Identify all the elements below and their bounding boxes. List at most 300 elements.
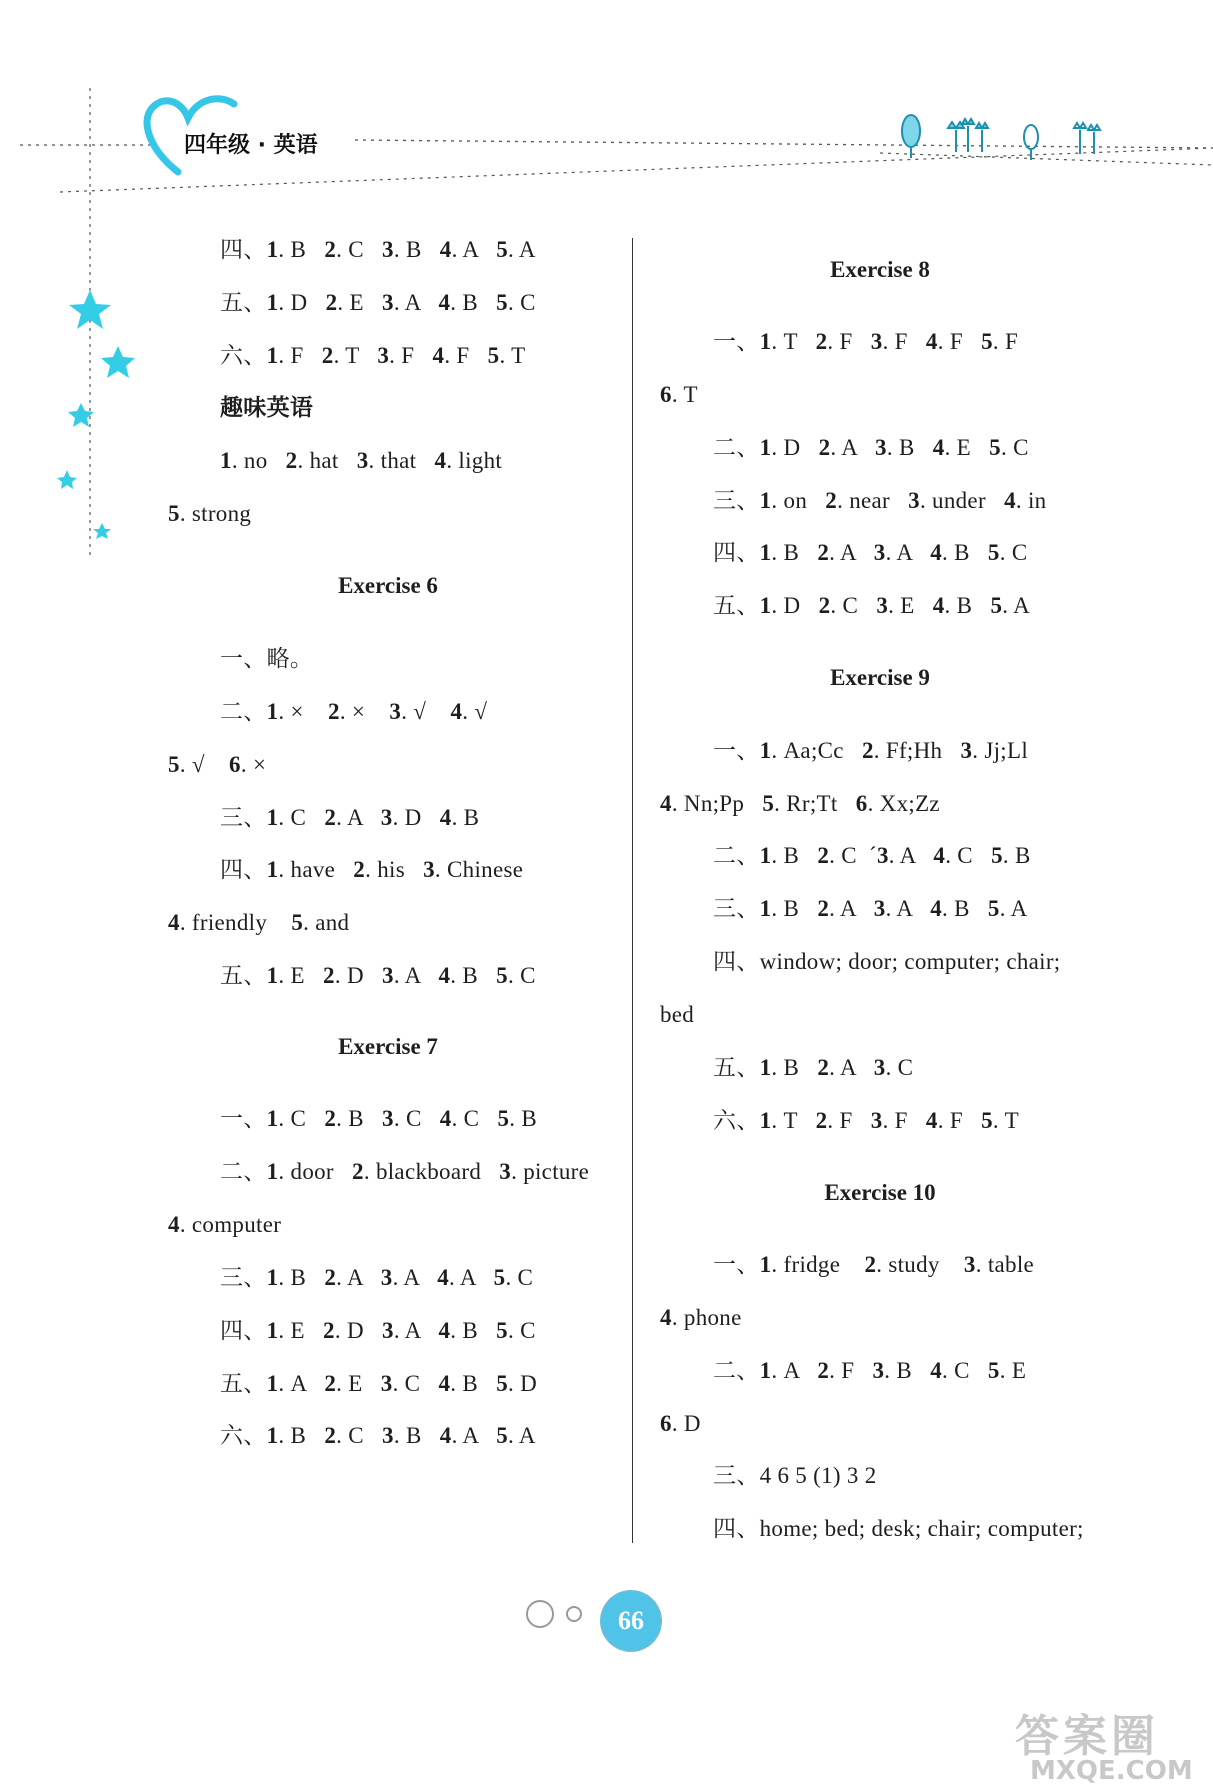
answer-number: 3: [382, 1106, 394, 1131]
answer-text: . C: [393, 1106, 440, 1131]
answer-text: . √: [179, 752, 230, 777]
answer-number: 1: [759, 843, 772, 868]
answer-line: [220, 1422, 536, 1450]
answer-number: 3: [870, 329, 883, 354]
answer-line: [713, 592, 1030, 620]
answer-number: 1: [759, 1108, 772, 1133]
answer-text: . Xx;Zz: [867, 791, 940, 816]
answer-number: 4: [932, 593, 945, 618]
answer-number: 3: [876, 843, 889, 868]
answer-text: . F: [882, 1108, 926, 1133]
answer-text: . B: [944, 593, 991, 618]
answer-text: . E: [278, 963, 324, 988]
exercise-title: Exercise 10: [824, 1180, 936, 1205]
answer-number: 4: [439, 805, 452, 830]
answer-text: 三、4 6 5 (1) 3 2: [713, 1463, 877, 1488]
answer-text: . Aa;Cc: [771, 738, 862, 763]
star-icon: [69, 290, 111, 329]
answer-number: 6: [229, 752, 241, 777]
answer-text: . C: [336, 1423, 383, 1448]
answer-number: 2: [352, 1159, 364, 1184]
answer-text: . D: [334, 1318, 383, 1343]
answer-number: 5: [496, 963, 508, 988]
answer-number: 2: [324, 1265, 337, 1290]
answer-text: . fridge: [771, 1252, 865, 1277]
answer-number: 1: [759, 329, 772, 354]
answer-text: . A: [451, 1423, 497, 1448]
answer-line: [713, 1054, 913, 1082]
answer-text: . T: [771, 329, 816, 354]
answer-number: 2: [825, 488, 838, 513]
answer-number: 1: [759, 896, 772, 921]
answer-text: . and: [303, 910, 350, 935]
answer-number: 趣味英语: [220, 395, 314, 420]
answer-number: 5: [987, 896, 1000, 921]
answer-number: 2: [817, 896, 830, 921]
answer-text: 三、: [220, 1265, 267, 1290]
answer-number: 2: [817, 1358, 830, 1383]
answer-line: [713, 1251, 1034, 1279]
answer-number: 3: [873, 540, 886, 565]
answer-text: . B: [278, 1265, 325, 1290]
answer-number: 2: [818, 593, 831, 618]
answer-number: 5: [981, 1108, 993, 1133]
answer-number: 4: [168, 910, 180, 935]
answer-number: 2: [818, 435, 831, 460]
answer-text: . A: [336, 805, 381, 830]
answer-number: 4: [450, 699, 463, 724]
answer-number: 1: [266, 290, 279, 315]
answer-text: . strong: [179, 501, 252, 526]
exercise-title: Exercise 9: [830, 665, 930, 690]
tree-icon: [902, 115, 920, 158]
answer-text: . B: [450, 1318, 497, 1343]
answer-number: 5: [168, 752, 180, 777]
answer-text: . E: [944, 435, 990, 460]
answer-number: 1: [266, 1423, 279, 1448]
answer-text: . A: [829, 1055, 874, 1080]
answer-number: 4: [434, 448, 447, 473]
answer-text: . A: [829, 540, 874, 565]
answer-number: 3: [870, 1108, 883, 1133]
answer-number: 2: [861, 738, 874, 763]
answer-text: 四、window; door; computer; chair;: [713, 949, 1061, 974]
answer-text: 五、: [220, 290, 267, 315]
star-icon: [57, 470, 77, 489]
answer-text: . B: [771, 540, 818, 565]
answer-text: . B: [393, 237, 440, 262]
page-number: 66: [600, 1590, 662, 1652]
tulips-icon: [948, 119, 988, 152]
answer-line: [220, 856, 523, 884]
answer-number: 1: [266, 1318, 279, 1343]
answer-number: 5: [981, 329, 993, 354]
answer-number: 1: [266, 857, 279, 882]
answer-number: 4: [439, 1106, 452, 1131]
answer-number: 5: [990, 593, 1003, 618]
answer-text: . D: [392, 805, 440, 830]
answer-text: 四、: [220, 237, 267, 262]
answer-number: 1: [266, 237, 279, 262]
answer-text: . ×: [339, 699, 390, 724]
answer-text: 五、: [220, 963, 267, 988]
answer-text: . C: [507, 290, 536, 315]
answer-number: 4: [660, 791, 672, 816]
answer-number: 6: [660, 382, 672, 407]
answer-text: 一、: [713, 1252, 760, 1277]
answer-text: . picture: [511, 1159, 590, 1184]
answer-text: . T: [333, 343, 378, 368]
answer-number: 4: [930, 1358, 943, 1383]
answer-text: . T: [671, 382, 698, 407]
answer-line: [220, 645, 313, 673]
answer-text: . C: [507, 963, 536, 988]
answer-text: . F: [937, 1108, 982, 1133]
answer-number: 3: [960, 738, 973, 763]
answer-number: 2: [324, 237, 337, 262]
answer-number: 5: [291, 910, 304, 935]
answer-text: 六、: [220, 1423, 267, 1448]
answer-number: 2: [323, 1318, 335, 1343]
answer-number: 4: [438, 290, 451, 315]
answer-number: 2: [817, 843, 830, 868]
answer-text: 三、: [713, 896, 760, 921]
answer-number: 1: [266, 1265, 279, 1290]
exercise-title: Exercise 6: [338, 573, 438, 598]
answer-number: 1: [266, 1106, 279, 1131]
answer-line: [168, 500, 251, 528]
answer-text: . F: [992, 329, 1019, 354]
answer-number: 1: [759, 593, 772, 618]
answer-text: . C: [945, 843, 992, 868]
answer-number: 2: [815, 329, 828, 354]
answer-line: [220, 1158, 589, 1186]
answer-number: 1: [759, 1252, 772, 1277]
answer-number: 3: [873, 896, 886, 921]
answer-text: . A: [393, 290, 439, 315]
answer-text: . F: [937, 329, 982, 354]
answer-text: . Chinese: [434, 857, 524, 882]
answer-text: . C: [830, 593, 877, 618]
answer-number: 3: [382, 1318, 394, 1343]
answer-number: 4: [439, 1423, 452, 1448]
answer-line: [713, 1515, 1084, 1543]
answer-number: 3: [876, 593, 889, 618]
answer-number: 5: [987, 1358, 1000, 1383]
answer-text: . D: [771, 435, 819, 460]
answer-number: 3: [908, 488, 920, 513]
answer-text: . A: [393, 963, 439, 988]
answer-text: . C: [451, 1106, 498, 1131]
answer-number: 2: [285, 448, 298, 473]
answer-number: 2: [325, 290, 338, 315]
answer-number: 5: [496, 290, 508, 315]
answer-text: . phone: [671, 1305, 742, 1330]
answer-number: 2: [328, 699, 340, 724]
answer-text: . A: [885, 540, 931, 565]
answer-number: 5: [487, 343, 500, 368]
answer-text: . √: [401, 699, 451, 724]
answer-number: 2: [817, 1055, 830, 1080]
answer-text: . A: [830, 435, 876, 460]
answer-text: 一、略。: [220, 646, 314, 671]
answer-number: 2: [324, 1423, 337, 1448]
answer-text: 二、: [220, 699, 267, 724]
answer-text: 四、: [220, 1318, 267, 1343]
answer-text: . A: [449, 1265, 494, 1290]
answer-text: . B: [451, 805, 480, 830]
answer-text: . B: [450, 963, 497, 988]
answer-text: . A: [829, 896, 874, 921]
answer-number: 1: [759, 1358, 772, 1383]
answer-text: . D: [278, 290, 326, 315]
answer-text: . B: [450, 290, 497, 315]
watermark-logo: 答案圈: [1015, 1711, 1159, 1762]
answer-text: . E: [336, 1371, 381, 1396]
answer-line: [660, 1410, 701, 1438]
answer-text: . √: [462, 699, 488, 724]
answer-number: 1: [266, 343, 279, 368]
answer-text: . C: [1000, 435, 1029, 460]
answer-number: 4: [933, 843, 946, 868]
answer-number: 3: [389, 699, 402, 724]
answer-text: . computer: [179, 1212, 282, 1237]
star-icon: [101, 346, 135, 378]
answer-number: 2: [324, 1371, 337, 1396]
answer-number: 4: [660, 1305, 672, 1330]
answer-text: 一、: [220, 1106, 267, 1131]
answer-line: [220, 698, 487, 726]
answer-number: 3: [382, 290, 394, 315]
answer-line: [713, 737, 1028, 765]
answer-number: 5: [496, 1423, 509, 1448]
answer-text: 二、: [713, 843, 760, 868]
answer-text: . A: [885, 896, 931, 921]
answer-text: . Nn;Pp: [671, 791, 763, 816]
answer-text: . his: [365, 857, 424, 882]
answer-text: . C ˊ: [829, 843, 877, 868]
answer-text: 五、: [713, 1055, 760, 1080]
header-label: 四年级 · 英语: [184, 133, 318, 158]
answer-line: [713, 1107, 1019, 1135]
answer-number: 1: [266, 963, 279, 988]
answer-text: . ×: [278, 699, 328, 724]
answer-line: [220, 289, 536, 317]
answer-number: 3: [382, 237, 394, 262]
answer-text: . B: [886, 435, 933, 460]
answer-line: [660, 381, 698, 409]
answer-text: . F: [882, 329, 926, 354]
answer-text: 五、: [220, 1371, 267, 1396]
answer-text: . F: [827, 1108, 871, 1133]
answer-number: 1: [759, 540, 772, 565]
answer-text: . Ff;Hh: [873, 738, 961, 763]
answer-line: [713, 948, 1061, 976]
answer-number: 2: [323, 963, 335, 988]
answer-text: . A: [392, 1265, 438, 1290]
answer-number: 1: [759, 435, 772, 460]
answer-line: [713, 539, 1027, 567]
answer-line: [220, 804, 479, 832]
answer-number: 4: [438, 1371, 451, 1396]
answer-number: 1: [266, 1371, 279, 1396]
answer-line: [220, 342, 526, 370]
answer-line: [220, 1317, 536, 1345]
answer-number: 5: [987, 540, 1000, 565]
answer-number: 1: [220, 448, 232, 473]
answer-text: . C: [999, 540, 1028, 565]
answer-text: . C: [885, 1055, 914, 1080]
answer-line: [220, 1105, 537, 1133]
answer-number: 5: [989, 435, 1001, 460]
answer-text: 三、: [220, 805, 267, 830]
answer-text: 五、: [713, 593, 760, 618]
answer-number: 2: [817, 540, 830, 565]
exercise-title: Exercise 7: [338, 1034, 438, 1059]
answer-text: . T: [499, 343, 526, 368]
answer-text: . E: [337, 290, 383, 315]
answer-number: 4: [439, 237, 452, 262]
answer-text: . C: [505, 1265, 534, 1290]
answer-number: 1: [266, 699, 279, 724]
answer-number: 6: [855, 791, 868, 816]
answer-text: . F: [829, 1358, 873, 1383]
answer-number: 4: [432, 343, 445, 368]
answer-line: [713, 434, 1029, 462]
answer-text: . A: [336, 1265, 381, 1290]
answer-text: 三、: [713, 488, 760, 513]
answer-line: [220, 394, 313, 422]
answer-text: . F: [278, 343, 322, 368]
answer-number: 2: [353, 857, 366, 882]
answer-number: 4: [930, 540, 943, 565]
footer-circle-large: [526, 1600, 554, 1628]
answer-text: . near: [837, 488, 909, 513]
answer-number: 3: [380, 1371, 393, 1396]
answer-text: 二、: [220, 1159, 267, 1184]
answer-number: 4: [932, 435, 945, 460]
answer-text: . B: [450, 1371, 497, 1396]
answer-text: . light: [446, 448, 503, 473]
answer-text: 四、home; bed; desk; chair; computer;: [713, 1516, 1084, 1541]
answer-line: [713, 1462, 877, 1490]
answer-number: 1: [266, 805, 279, 830]
answer-text: . B: [278, 237, 325, 262]
tulips-icon: [1074, 123, 1100, 154]
answer-text: . blackboard: [363, 1159, 500, 1184]
answer-text: . Jj;Ll: [972, 738, 1029, 763]
answer-line: [713, 328, 1018, 356]
answer-line: [660, 1304, 742, 1332]
answer-text: . B: [771, 843, 818, 868]
answer-text: . A: [999, 896, 1028, 921]
answer-text: . B: [942, 896, 988, 921]
answer-text: . B: [278, 1423, 325, 1448]
answer-number: 2: [864, 1252, 877, 1277]
answer-text: . C: [278, 805, 325, 830]
answer-line: [220, 236, 536, 264]
answer-text: . T: [771, 1108, 816, 1133]
answer-text: . F: [827, 329, 871, 354]
answer-line: [713, 842, 1031, 870]
star-icon: [68, 403, 94, 427]
answer-text: . A: [393, 1318, 439, 1343]
answer-text: . C: [942, 1358, 988, 1383]
answer-number: 4: [1004, 488, 1016, 513]
answer-line: [168, 1211, 281, 1239]
answer-number: 1: [759, 1055, 772, 1080]
answer-text: 四、: [713, 540, 760, 565]
answer-number: 5: [497, 1106, 510, 1131]
watermark-site: MXQE.COM: [1030, 1756, 1193, 1786]
answer-number: 5: [991, 843, 1003, 868]
answer-number: 3: [382, 963, 394, 988]
answer-text: 六、: [713, 1108, 760, 1133]
answer-text: . that: [368, 448, 435, 473]
answer-text: . E: [278, 1318, 324, 1343]
header-decoration: [0, 0, 1213, 560]
answer-text: . C: [336, 237, 383, 262]
answer-number: 5: [762, 791, 775, 816]
answer-number: 3: [377, 343, 390, 368]
answer-text: . friendly: [179, 910, 292, 935]
answer-text: . D: [671, 1411, 701, 1436]
footer-circle-small: [566, 1606, 582, 1622]
answer-text: . B: [1002, 843, 1031, 868]
answer-number: 4: [930, 896, 943, 921]
answer-line: [220, 962, 536, 990]
answer-number: 2: [324, 1106, 337, 1131]
answer-text: . C: [507, 1318, 536, 1343]
answer-line: [713, 487, 1046, 515]
answer-text: . T: [992, 1108, 1019, 1133]
answer-number: 5: [496, 1318, 508, 1343]
answer-number: 3: [872, 1358, 885, 1383]
answer-line: [660, 790, 940, 818]
answer-text: . in: [1015, 488, 1047, 513]
answer-text: 一、: [713, 738, 760, 763]
answer-line: [713, 895, 1027, 923]
answer-number: 4: [168, 1212, 180, 1237]
answer-text: . C: [392, 1371, 439, 1396]
answer-text: . A: [508, 237, 536, 262]
answer-number: 1: [759, 488, 772, 513]
column-divider: [632, 238, 633, 1543]
answer-number: 5: [493, 1265, 506, 1290]
answer-text: . E: [888, 593, 933, 618]
answer-number: 3: [380, 1265, 393, 1290]
answer-text: . A: [1002, 593, 1031, 618]
answer-text: . B: [509, 1106, 538, 1131]
answer-text: . E: [999, 1358, 1027, 1383]
answer-text: . A: [451, 237, 497, 262]
answer-line: [660, 1001, 694, 1029]
answer-number: 3: [499, 1159, 512, 1184]
answer-text: . A: [278, 1371, 325, 1396]
answer-line: [168, 909, 349, 937]
answer-text: . study: [876, 1252, 964, 1277]
answer-number: 2: [815, 1108, 828, 1133]
answer-text: 四、: [220, 857, 267, 882]
answer-number: 5: [496, 1371, 508, 1396]
answer-text: . D: [334, 963, 383, 988]
answer-text: . A: [508, 1423, 536, 1448]
answer-number: 1: [759, 738, 772, 763]
answer-text: . F: [389, 343, 433, 368]
answer-text: 二、: [713, 1358, 760, 1383]
answer-text: bed: [660, 1002, 695, 1027]
answer-text: . D: [771, 593, 819, 618]
